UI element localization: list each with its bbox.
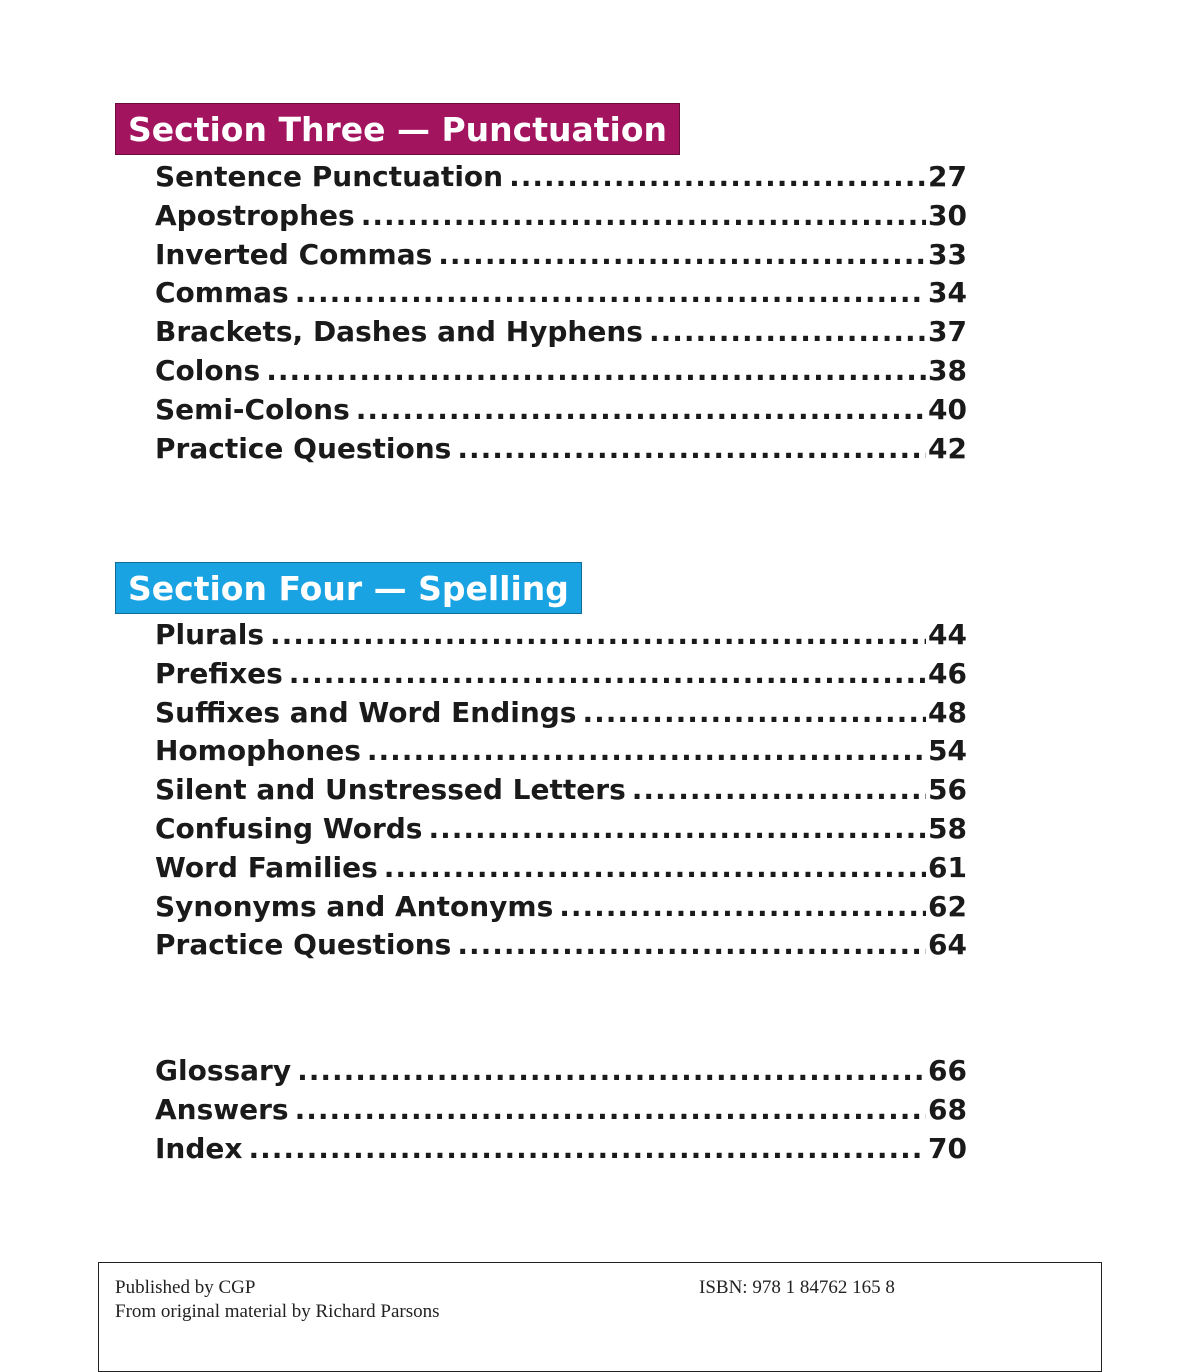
toc-leader-dots bbox=[295, 276, 926, 309]
toc-entry-page: 42 bbox=[928, 431, 967, 465]
toc-entry-page: 40 bbox=[928, 392, 967, 426]
toc-leader-dots bbox=[649, 315, 926, 348]
toc-entry-title: Word Families bbox=[155, 850, 378, 884]
toc-entry-prefixes[interactable] bbox=[155, 657, 967, 696]
section-four-toc bbox=[155, 618, 967, 967]
toc-entry-page: 58 bbox=[928, 811, 967, 845]
toc-leader-dots bbox=[356, 393, 926, 426]
toc-entry-practice-questions[interactable] bbox=[155, 928, 967, 967]
toc-leader-dots bbox=[266, 354, 926, 387]
toc-entry-page: 46 bbox=[928, 656, 967, 690]
toc-entry-synonyms-antonyms[interactable] bbox=[155, 890, 967, 929]
original-material-line: From original material by Richard Parsons bbox=[115, 1301, 440, 1322]
toc-entry-title: Plurals bbox=[155, 618, 265, 651]
toc-entry-glossary[interactable] bbox=[155, 1054, 967, 1093]
toc-leader-dots bbox=[289, 657, 926, 690]
toc-leader-dots bbox=[248, 1132, 926, 1165]
toc-entry-index[interactable] bbox=[155, 1132, 967, 1171]
toc-leader-dots bbox=[384, 851, 926, 884]
toc-entry-practice-questions[interactable] bbox=[155, 432, 967, 471]
toc-leader-dots bbox=[367, 734, 926, 767]
toc-entry-brackets-dashes-hyphens[interactable] bbox=[155, 315, 967, 354]
toc-entry-page: 61 bbox=[928, 850, 967, 884]
toc-entry-title: Synonyms and Antonyms bbox=[155, 889, 554, 923]
publisher-info-box bbox=[98, 1262, 1102, 1372]
toc-entry-page: 68 bbox=[928, 1092, 967, 1126]
toc-leader-dots bbox=[295, 1093, 926, 1126]
toc-entry-title: Index bbox=[155, 1131, 243, 1165]
toc-entry-title: Semi-Colons bbox=[155, 392, 350, 426]
toc-entry-word-families[interactable] bbox=[155, 851, 967, 890]
toc-leader-dots bbox=[297, 1054, 926, 1087]
toc-entry-page: 56 bbox=[928, 773, 967, 807]
toc-entry-title: Commas bbox=[155, 276, 289, 310]
toc-entry-title: Confusing Words bbox=[155, 811, 423, 845]
toc-leader-dots bbox=[457, 928, 926, 961]
back-matter-toc bbox=[155, 1054, 967, 1170]
toc-entry-page: 38 bbox=[928, 353, 967, 387]
toc-entry-homophones[interactable] bbox=[155, 734, 967, 773]
toc-entry-page: 34 bbox=[928, 276, 967, 310]
toc-entry-title: Sentence Punctuation bbox=[155, 160, 504, 193]
toc-entry-title: Homophones bbox=[155, 734, 361, 768]
toc-leader-dots bbox=[438, 238, 926, 271]
toc-entry-title: Practice Questions bbox=[155, 928, 452, 962]
publisher-line: Published by CGP bbox=[115, 1277, 256, 1298]
toc-entry-page: 48 bbox=[928, 695, 967, 729]
toc-entry-page: 27 bbox=[928, 160, 967, 193]
toc-leader-dots bbox=[632, 773, 926, 806]
section-four-header bbox=[115, 562, 582, 614]
section-three-header bbox=[115, 103, 680, 155]
toc-leader-dots bbox=[457, 432, 926, 465]
section-three-toc bbox=[155, 160, 967, 470]
toc-entry-page: 66 bbox=[928, 1054, 967, 1087]
toc-entry-title: Colons bbox=[155, 353, 261, 387]
section-three-title: Section Three — Punctuation bbox=[128, 110, 667, 149]
toc-entry-answers[interactable] bbox=[155, 1093, 967, 1132]
toc-entry-semi-colons[interactable] bbox=[155, 393, 967, 432]
toc-leader-dots bbox=[582, 696, 926, 729]
toc-entry-title: Inverted Commas bbox=[155, 237, 433, 271]
toc-leader-dots bbox=[559, 890, 926, 923]
toc-entry-page: 70 bbox=[928, 1131, 967, 1165]
toc-entry-suffixes-word-endings[interactable] bbox=[155, 696, 967, 735]
toc-entry-sentence-punctuation[interactable] bbox=[155, 160, 967, 199]
toc-entry-page: 33 bbox=[928, 237, 967, 271]
toc-entry-plurals[interactable] bbox=[155, 618, 967, 657]
toc-entry-confusing-words[interactable] bbox=[155, 812, 967, 851]
section-four-title: Section Four — Spelling bbox=[128, 569, 569, 608]
toc-entry-page: 30 bbox=[928, 198, 967, 232]
toc-entry-page: 37 bbox=[928, 315, 967, 349]
toc-entry-page: 62 bbox=[928, 889, 967, 923]
toc-entry-title: Answers bbox=[155, 1092, 289, 1126]
toc-entry-title: Prefixes bbox=[155, 656, 283, 690]
toc-entry-page: 64 bbox=[928, 928, 967, 962]
toc-entry-colons[interactable] bbox=[155, 354, 967, 393]
toc-entry-title: Practice Questions bbox=[155, 431, 452, 465]
toc-entry-silent-unstressed-letters[interactable] bbox=[155, 773, 967, 812]
toc-entry-inverted-commas[interactable] bbox=[155, 238, 967, 277]
toc-entry-page: 54 bbox=[928, 734, 967, 768]
isbn-line: ISBN: 978 1 84762 165 8 bbox=[699, 1277, 895, 1298]
toc-leader-dots bbox=[270, 618, 926, 651]
toc-entry-title: Brackets, Dashes and Hyphens bbox=[155, 315, 643, 349]
toc-entry-title: Apostrophes bbox=[155, 198, 355, 232]
toc-entry-commas[interactable] bbox=[155, 276, 967, 315]
toc-entry-title: Silent and Unstressed Letters bbox=[155, 773, 626, 807]
toc-entry-title: Suffixes and Word Endings bbox=[155, 695, 577, 729]
toc-leader-dots bbox=[428, 812, 926, 845]
toc-leader-dots bbox=[361, 199, 926, 232]
toc-entry-page: 44 bbox=[928, 618, 967, 651]
toc-entry-title: Glossary bbox=[155, 1054, 292, 1087]
toc-leader-dots bbox=[509, 160, 926, 193]
toc-entry-apostrophes[interactable] bbox=[155, 199, 967, 238]
